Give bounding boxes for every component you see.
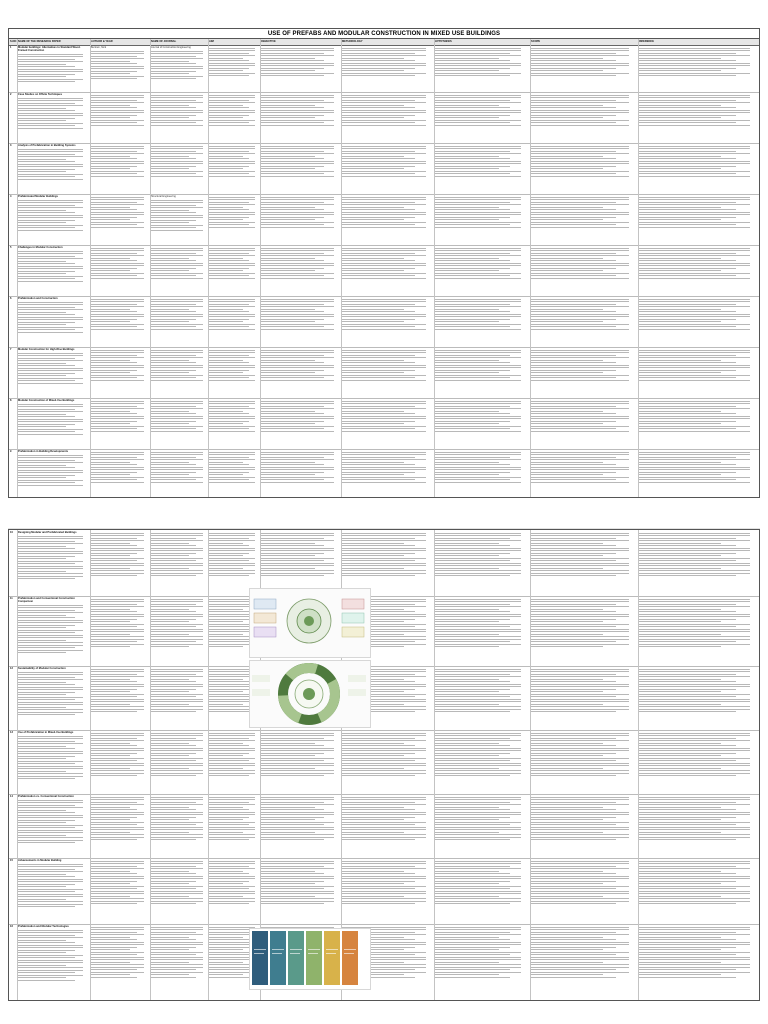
table-cell-paper	[17, 195, 90, 244]
table-cell-paper	[17, 597, 90, 665]
header-methodology: METHODOLOGY	[342, 40, 363, 43]
table-cell-hypothesis	[434, 195, 530, 244]
table-cell-inference	[638, 597, 759, 665]
table-cell-aim	[208, 795, 260, 857]
cell-text-paper: Modular Construction for High-Rise Buildings	[18, 348, 75, 351]
table-cell-journal	[150, 46, 208, 91]
table-cell-author	[90, 46, 150, 91]
table-cell-paper	[17, 399, 90, 448]
table-cell-hypothesis	[434, 667, 530, 729]
literature-table	[8, 38, 760, 498]
cell-text-paper: Advancements in Modular Building	[18, 859, 62, 862]
table-cell-no	[9, 399, 17, 448]
table-cell-methodology	[341, 297, 434, 346]
table-cell-inference	[638, 246, 759, 295]
header-inference: INFERENCE	[639, 40, 654, 43]
table-cell-scope	[530, 450, 638, 498]
table-cell-no	[9, 246, 17, 295]
cell-text-no: 5	[10, 246, 12, 249]
table-row	[9, 296, 759, 348]
table-cell-journal	[150, 531, 208, 595]
header-paper: NAME OF THE RESEARCH PAPER	[18, 40, 61, 43]
table-cell-objective	[260, 93, 341, 142]
table-cell-no	[9, 297, 17, 346]
table-cell-scope	[530, 531, 638, 595]
table-cell-paper	[17, 531, 90, 595]
cell-text-paper: Case Studies on Offsite Techniques	[18, 93, 63, 96]
table-cell-hypothesis	[434, 46, 530, 91]
cell-text-no: 4	[10, 195, 12, 198]
cell-text-no: 1	[10, 46, 12, 49]
table-cell-journal	[150, 667, 208, 729]
document-page-2	[8, 528, 760, 1001]
document-title: USE OF PREFABS AND MODULAR CONSTRUCTION IN MIXED USE BUILDINGS	[8, 28, 760, 39]
table-cell-scope	[530, 731, 638, 793]
header-sno: S.NO	[10, 40, 17, 43]
table-cell-inference	[638, 144, 759, 193]
cell-text-no: 15	[10, 859, 13, 862]
cell-text-no: 14	[10, 795, 13, 798]
cell-text-no: 3	[10, 144, 12, 147]
table-cell-aim	[208, 144, 260, 193]
cell-text-no: 9	[10, 450, 12, 453]
table-cell-hypothesis	[434, 795, 530, 857]
table-cell-scope	[530, 399, 638, 448]
table-cell-no	[9, 795, 17, 857]
table-cell-author	[90, 246, 150, 295]
table-cell-paper	[17, 795, 90, 857]
ring-figure	[249, 660, 371, 728]
table-cell-scope	[530, 795, 638, 857]
cell-text-paper: Use of Prefabrication in Mixed-Use Buildings	[18, 731, 74, 734]
cell-text-journal: Journal of Construction Engineering	[151, 46, 191, 49]
table-cell-aim	[208, 450, 260, 498]
table-cell-inference	[638, 667, 759, 729]
table-cell-scope	[530, 925, 638, 999]
table-cell-author	[90, 348, 150, 397]
table-cell-no	[9, 597, 17, 665]
cell-text-paper: Modular Construction of Mixed-Use Buildings	[18, 399, 75, 402]
table-cell-scope	[530, 297, 638, 346]
table-cell-objective	[260, 348, 341, 397]
table-cell-author	[90, 297, 150, 346]
table-row	[9, 730, 759, 795]
cell-text-author: Bertram, Nick	[91, 46, 107, 49]
header-aim: AIM	[209, 40, 214, 43]
table-cell-methodology	[341, 46, 434, 91]
table-row	[9, 347, 759, 399]
table-cell-hypothesis	[434, 859, 530, 923]
table-cell-scope	[530, 597, 638, 665]
table-cell-scope	[530, 195, 638, 244]
table-cell-hypothesis	[434, 348, 530, 397]
table-cell-hypothesis	[434, 246, 530, 295]
table-cell-aim	[208, 348, 260, 397]
cell-text-no: 13	[10, 731, 13, 734]
table-cell-paper	[17, 46, 90, 91]
table-cell-aim	[208, 195, 260, 244]
table-cell-inference	[638, 348, 759, 397]
header-scope: SCOPE	[531, 40, 541, 43]
table-cell-objective	[260, 399, 341, 448]
cell-text-no: 7	[10, 348, 12, 351]
columns-infographic	[250, 929, 368, 987]
table-cell-inference	[638, 399, 759, 448]
cell-text-paper: Prefabrication and Conventional Construction Comparison	[18, 597, 75, 604]
table-cell-journal	[150, 93, 208, 142]
table-cell-paper	[17, 297, 90, 346]
table-row	[9, 45, 759, 93]
table-cell-paper	[17, 144, 90, 193]
table-cell-journal	[150, 246, 208, 295]
table-cell-journal	[150, 195, 208, 244]
table-cell-objective	[260, 731, 341, 793]
table-cell-paper	[17, 450, 90, 498]
table-cell-hypothesis	[434, 531, 530, 595]
table-cell-author	[90, 195, 150, 244]
table-cell-inference	[638, 297, 759, 346]
table-cell-hypothesis	[434, 93, 530, 142]
table-cell-no	[9, 731, 17, 793]
cell-text-paper: Challenges in Modular Construction	[18, 246, 63, 249]
table-cell-hypothesis	[434, 399, 530, 448]
table-row	[9, 924, 759, 1001]
table-row	[9, 530, 759, 597]
table-cell-hypothesis	[434, 144, 530, 193]
table-cell-paper	[17, 731, 90, 793]
table-cell-methodology	[341, 246, 434, 295]
header-author: AUTHOR & YEAR	[91, 40, 113, 43]
table-row	[9, 858, 759, 925]
table-cell-objective	[260, 450, 341, 498]
cell-text-no: 6	[10, 297, 12, 300]
table-cell-methodology	[341, 399, 434, 448]
table-cell-methodology	[341, 144, 434, 193]
ring-diagram	[250, 661, 368, 725]
table-cell-objective	[260, 795, 341, 857]
table-cell-no	[9, 195, 17, 244]
table-cell-inference	[638, 925, 759, 999]
literature-table-continued	[8, 529, 760, 1001]
table-cell-methodology	[341, 348, 434, 397]
cell-text-paper: Analysis of Prefabrication in Building Systems	[18, 144, 76, 147]
table-cell-paper	[17, 667, 90, 729]
cell-text-paper: Prefabrication and Modular Technologies	[18, 925, 69, 928]
table-cell-journal	[150, 859, 208, 923]
cell-text-paper: Prefabrication vs. Conventional Construction	[18, 795, 74, 798]
table-cell-hypothesis	[434, 597, 530, 665]
table-cell-paper	[17, 925, 90, 999]
table-row	[9, 449, 759, 498]
table-cell-methodology	[341, 795, 434, 857]
table-cell-scope	[530, 667, 638, 729]
table-cell-hypothesis	[434, 925, 530, 999]
table-cell-objective	[260, 297, 341, 346]
table-cell-inference	[638, 795, 759, 857]
table-cell-objective	[260, 531, 341, 595]
table-cell-journal	[150, 399, 208, 448]
table-cell-hypothesis	[434, 297, 530, 346]
table-cell-inference	[638, 195, 759, 244]
table-cell-no	[9, 348, 17, 397]
table-cell-paper	[17, 93, 90, 142]
table-cell-scope	[530, 46, 638, 91]
cell-text-no: 8	[10, 399, 12, 402]
table-cell-aim	[208, 731, 260, 793]
table-cell-paper	[17, 246, 90, 295]
cell-text-no: 10	[10, 531, 13, 534]
header-journal: NAME OF JOURNAL	[151, 40, 177, 43]
table-cell-author	[90, 93, 150, 142]
header-hypothesis: HYPOTHESIS	[435, 40, 452, 43]
table-cell-objective	[260, 195, 341, 244]
table-cell-inference	[638, 859, 759, 923]
cell-text-no: 12	[10, 667, 13, 670]
cell-text-no: 16	[10, 925, 13, 928]
table-cell-author	[90, 667, 150, 729]
table-cell-no	[9, 859, 17, 923]
table-cell-author	[90, 731, 150, 793]
table-cell-journal	[150, 450, 208, 498]
cell-text-no: 11	[10, 597, 13, 600]
table-cell-aim	[208, 399, 260, 448]
table-cell-author	[90, 531, 150, 595]
table-cell-aim	[208, 859, 260, 923]
table-cell-journal	[150, 348, 208, 397]
cell-text-paper: Designing Modular and Prefabricated Buildings	[18, 531, 77, 534]
table-cell-scope	[530, 246, 638, 295]
table-cell-author	[90, 795, 150, 857]
table-row	[9, 398, 759, 450]
table-cell-no	[9, 925, 17, 999]
framework-diagram	[250, 591, 368, 649]
table-cell-no	[9, 450, 17, 498]
table-cell-journal	[150, 731, 208, 793]
table-cell-aim	[208, 297, 260, 346]
table-cell-objective	[260, 246, 341, 295]
table-cell-journal	[150, 795, 208, 857]
table-cell-no	[9, 46, 17, 91]
table-cell-inference	[638, 93, 759, 142]
table-row	[9, 194, 759, 246]
columns-figure	[249, 928, 371, 990]
table-cell-journal	[150, 925, 208, 999]
table-cell-methodology	[341, 93, 434, 142]
table-cell-methodology	[341, 531, 434, 595]
table-cell-journal	[150, 297, 208, 346]
table-cell-scope	[530, 144, 638, 193]
cell-text-paper: Sustainability of Modular Construction	[18, 667, 66, 670]
table-cell-objective	[260, 144, 341, 193]
table-cell-inference	[638, 531, 759, 595]
document-page-1	[8, 28, 760, 498]
table-cell-author	[90, 450, 150, 498]
table-row	[9, 245, 759, 297]
table-cell-paper	[17, 859, 90, 923]
table-row	[9, 666, 759, 731]
table-cell-no	[9, 667, 17, 729]
table-cell-objective	[260, 46, 341, 91]
cell-text-journal: Structural Engineering	[151, 195, 176, 198]
table-cell-journal	[150, 597, 208, 665]
table-cell-methodology	[341, 450, 434, 498]
cell-text-no: 2	[10, 93, 12, 96]
table-cell-journal	[150, 144, 208, 193]
cell-text-paper: Modular buildings: Alternatives to Standard Wood-Framed Construction	[18, 46, 81, 53]
table-row	[9, 596, 759, 667]
table-cell-methodology	[341, 731, 434, 793]
cell-text-paper: Prefabrication and Construction	[18, 297, 58, 300]
table-cell-author	[90, 144, 150, 193]
table-cell-inference	[638, 46, 759, 91]
table-cell-methodology	[341, 859, 434, 923]
table-cell-inference	[638, 450, 759, 498]
table-cell-author	[90, 859, 150, 923]
table-cell-author	[90, 597, 150, 665]
table-cell-author	[90, 925, 150, 999]
cell-text-paper: Prefabricated Modular Buildings	[18, 195, 58, 198]
table-cell-no	[9, 144, 17, 193]
table-cell-methodology	[341, 195, 434, 244]
table-cell-aim	[208, 246, 260, 295]
table-cell-scope	[530, 859, 638, 923]
table-row	[9, 92, 759, 144]
table-row	[9, 794, 759, 859]
table-cell-paper	[17, 348, 90, 397]
header-objective: OBJECTIVE	[261, 40, 276, 43]
table-row	[9, 143, 759, 195]
table-cell-hypothesis	[434, 450, 530, 498]
table-cell-scope	[530, 93, 638, 142]
cell-text-paper: Prefabrication in Building Developments	[18, 450, 69, 453]
table-cell-inference	[638, 731, 759, 793]
table-cell-aim	[208, 93, 260, 142]
table-cell-objective	[260, 859, 341, 923]
framework-figure	[249, 588, 371, 658]
table-cell-aim	[208, 46, 260, 91]
table-cell-scope	[530, 348, 638, 397]
table-cell-hypothesis	[434, 731, 530, 793]
table-cell-author	[90, 399, 150, 448]
table-cell-no	[9, 93, 17, 142]
table-cell-aim	[208, 531, 260, 595]
table-cell-no	[9, 531, 17, 595]
